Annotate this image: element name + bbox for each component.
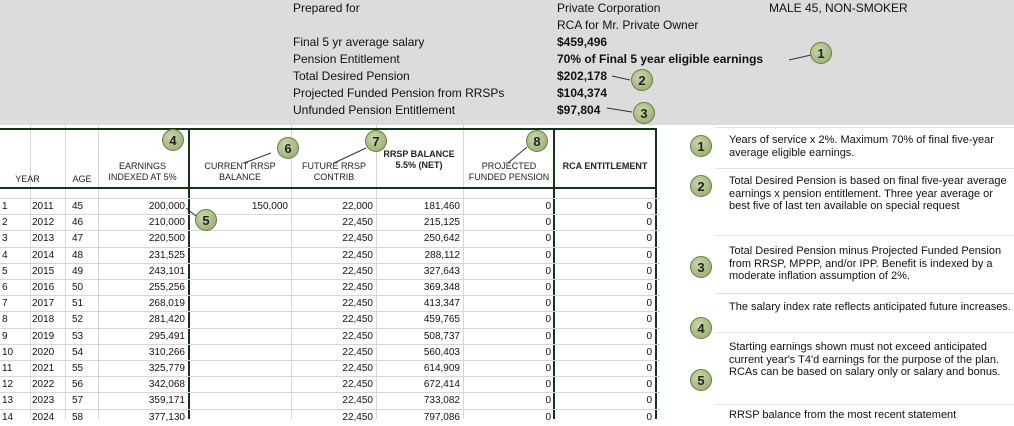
pension-entitlement-value: 70% of Final 5 year eligible earnings	[557, 52, 764, 66]
client-profile: MALE 45, NON-SMOKER	[769, 1, 908, 15]
cell-year[interactable]: 2023	[32, 395, 55, 407]
total-desired-pension-label: Total Desired Pension	[293, 69, 410, 83]
cell-balance[interactable]: 733,082	[423, 395, 460, 407]
cell-projected[interactable]: 0	[545, 217, 551, 229]
cell-future[interactable]: 22,450	[342, 217, 373, 229]
table-row[interactable]	[0, 409, 660, 426]
cell-age[interactable]: 55	[72, 363, 84, 374]
callout-leader-lines	[0, 0, 1014, 125]
prepared-for-label: Prepared for	[293, 1, 360, 15]
cell-age[interactable]: 53	[72, 330, 84, 342]
cell-n[interactable]: 3	[2, 233, 8, 245]
cell-n[interactable]: 9	[2, 330, 8, 342]
cell-projected[interactable]: 0	[545, 201, 551, 212]
pension-entitlement-label: Pension Entitlement	[293, 52, 400, 66]
table-row[interactable]	[0, 392, 660, 409]
note-text-3: Total Desired Pension minus Projected Funded Pension from RRSP, MPPP, and/or IPP. Benefit is indexed by a moderate inflation assumption of 2%.	[729, 245, 1002, 282]
table-row[interactable]	[0, 230, 660, 247]
callout-marker-6: 6	[277, 137, 299, 159]
cell-earnings[interactable]: 281,420	[148, 314, 185, 326]
cell-n[interactable]: 8	[2, 314, 8, 326]
rca-for-label: RCA for Mr. Private Owner	[557, 18, 699, 32]
note-divider	[715, 332, 1014, 333]
cell-balance[interactable]: 215,125	[423, 217, 460, 229]
cell-n[interactable]: 10	[2, 346, 14, 358]
table-row[interactable]	[0, 360, 660, 377]
pension-projection-table	[0, 125, 660, 423]
cell-age[interactable]: 50	[72, 282, 84, 293]
cell-age[interactable]: 46	[72, 217, 84, 229]
cell-year[interactable]: 2021	[32, 363, 55, 374]
table-row[interactable]	[0, 295, 660, 312]
cell-projected[interactable]: 0	[545, 330, 551, 342]
cell-n[interactable]: 14	[2, 411, 14, 423]
cell-rca[interactable]: 0	[646, 314, 652, 326]
cell-balance[interactable]: 413,347	[423, 298, 460, 310]
cell-age[interactable]: 47	[72, 233, 84, 245]
callout-marker-5: 5	[195, 209, 217, 231]
callout-marker-2: 2	[631, 69, 653, 91]
cell-age[interactable]: 57	[72, 395, 84, 407]
total-desired-pension-value: $202,178	[557, 69, 608, 83]
cell-rca[interactable]: 0	[646, 265, 652, 277]
cell-age[interactable]: 48	[72, 249, 84, 261]
cell-earnings[interactable]: 200,000	[148, 201, 185, 212]
company-name: Private Corporation	[557, 1, 661, 15]
cell-rca[interactable]: 0	[646, 363, 652, 374]
note-text-6: RRSP balance from the most recent statement	[729, 409, 957, 421]
cell-future[interactable]: 22,450	[342, 282, 373, 293]
cell-future[interactable]: 22,450	[342, 233, 373, 245]
cell-age[interactable]: 56	[72, 379, 84, 391]
cell-year[interactable]: 2020	[32, 346, 55, 358]
note-marker-4: 4	[690, 317, 712, 339]
cell-projected[interactable]: 0	[545, 379, 551, 391]
note-marker-5: 5	[690, 369, 712, 391]
cell-age[interactable]: 52	[72, 314, 84, 326]
cell-projected[interactable]: 0	[545, 282, 551, 293]
cell-n[interactable]: 5	[2, 265, 8, 277]
cell-balance[interactable]: 369,348	[423, 282, 460, 293]
cell-n[interactable]: 1	[2, 201, 8, 212]
cell-future[interactable]: 22,450	[342, 363, 373, 374]
cell-future[interactable]: 22,450	[342, 249, 373, 261]
cell-future[interactable]: 22,450	[342, 314, 373, 326]
cell-balance[interactable]: 614,909	[423, 363, 460, 374]
callout-marker-8: 8	[526, 130, 548, 152]
cell-earnings[interactable]: 377,130	[148, 411, 185, 423]
row-leader-line	[0, 125, 660, 225]
cell-future[interactable]: 22,450	[342, 265, 373, 277]
cell-balance[interactable]: 797,086	[423, 411, 460, 423]
callout-marker-1: 1	[810, 42, 832, 64]
cell-earnings[interactable]: 310,266	[148, 346, 185, 358]
cell-earnings[interactable]: 359,171	[148, 395, 185, 407]
note-text-4: The salary index rate reflects anticipated future increases.	[729, 301, 1011, 313]
cell-year[interactable]: 2017	[32, 298, 55, 310]
note-marker-2: 2	[690, 175, 712, 197]
column-header-projected-pension: PROJECTED FUNDED PENSION	[468, 161, 550, 182]
cell-balance[interactable]: 672,414	[423, 379, 460, 391]
note-text-5: Starting earnings shown must not exceed anticipated current year's T4'd earnings for the purpose of the plan. RCAs can be based on salary only or salary and bonus.	[729, 341, 1001, 378]
note-divider	[715, 293, 1014, 294]
cell-projected[interactable]: 0	[545, 314, 551, 326]
cell-balance[interactable]: 327,643	[423, 265, 460, 277]
cell-earnings[interactable]: 231,525	[148, 249, 185, 261]
cell-rca[interactable]: 0	[646, 217, 652, 229]
cell-earnings[interactable]: 255,256	[148, 282, 185, 293]
cell-future[interactable]: 22,450	[342, 330, 373, 342]
cell-age[interactable]: 51	[72, 298, 84, 310]
cell-rca[interactable]: 0	[646, 298, 652, 310]
cell-projected[interactable]: 0	[545, 395, 551, 407]
table-row[interactable]	[0, 311, 660, 328]
cell-n[interactable]: 7	[2, 298, 8, 310]
cell-future[interactable]: 22,450	[342, 298, 373, 310]
unfunded-pension-label: Unfunded Pension Entitlement	[293, 103, 456, 117]
cell-balance[interactable]: 250,642	[423, 233, 460, 245]
cell-future[interactable]: 22,450	[342, 395, 373, 407]
table-row[interactable]	[0, 376, 660, 393]
cell-rca[interactable]: 0	[646, 411, 652, 423]
cell-year[interactable]: 2015	[32, 265, 55, 277]
cell-projected[interactable]: 0	[545, 298, 551, 310]
callout-marker-4: 4	[162, 129, 184, 151]
cell-earnings[interactable]: 295,491	[148, 330, 185, 342]
cell-projected[interactable]: 0	[545, 411, 551, 423]
cell-age[interactable]: 45	[72, 201, 84, 212]
note-marker-3: 3	[690, 256, 712, 278]
cell-age[interactable]: 54	[72, 346, 84, 358]
cell-balance[interactable]: 560,403	[423, 346, 460, 358]
cell-rca[interactable]: 0	[646, 201, 652, 212]
callout-marker-3: 3	[633, 102, 655, 124]
cell-earnings[interactable]: 342,068	[148, 379, 185, 391]
cell-year[interactable]: 2011	[32, 201, 54, 212]
unfunded-pension-value: $97,804	[557, 103, 601, 117]
cell-n[interactable]: 12	[2, 379, 14, 391]
cell-age[interactable]: 58	[72, 411, 84, 423]
cell-n[interactable]: 6	[2, 282, 8, 293]
cell-balance[interactable]: 459,765	[423, 314, 460, 326]
column-header-future-rrsp: FUTURE RRSP CONTRIB	[301, 161, 366, 182]
cell-rca[interactable]: 0	[646, 330, 652, 342]
cell-rca[interactable]: 0	[646, 379, 652, 391]
cell-balance[interactable]: 508,737	[423, 330, 460, 342]
cell-future[interactable]: 22,000	[342, 201, 373, 212]
table-row[interactable]	[0, 328, 660, 345]
cell-year[interactable]: 2012	[32, 217, 55, 229]
cell-year[interactable]: 2014	[32, 249, 55, 261]
cell-rca[interactable]: 0	[646, 346, 652, 358]
cell-year[interactable]: 2013	[32, 233, 55, 245]
cell-rca[interactable]: 0	[646, 282, 652, 293]
cell-n[interactable]: 11	[2, 363, 13, 374]
column-header-year: YEAR	[15, 174, 40, 184]
cell-earnings[interactable]: 210,000	[148, 217, 185, 229]
column-header-age: AGE	[72, 174, 92, 184]
cell-future[interactable]: 22,450	[342, 411, 373, 423]
column-header-rrsp-balance: RRSP BALANCE 5.5% (NET)	[383, 149, 455, 170]
callout-marker-7: 7	[365, 130, 387, 152]
cell-year[interactable]: 2018	[32, 314, 55, 326]
cell-projected[interactable]: 0	[545, 233, 551, 245]
cell-current[interactable]: 150,000	[251, 201, 288, 212]
projected-funded-pension-label: Projected Funded Pension from RRSPs	[293, 86, 505, 100]
cell-projected[interactable]: 0	[545, 346, 551, 358]
cell-n[interactable]: 4	[2, 249, 8, 261]
cell-rca[interactable]: 0	[646, 395, 652, 407]
table-row[interactable]	[0, 247, 660, 264]
cell-rca[interactable]: 0	[646, 233, 652, 245]
note-divider	[715, 127, 1014, 128]
note-text-2: Total Desired Pension is based on final five-year average earnings x pension entitlement. Three year average or best five of last ten available on special request	[729, 175, 1007, 212]
table-row[interactable]	[0, 263, 660, 280]
cell-earnings[interactable]: 220,500	[148, 233, 185, 245]
cell-balance[interactable]: 288,112	[424, 249, 460, 261]
cell-n[interactable]: 13	[2, 395, 14, 407]
cell-earnings[interactable]: 243,101	[148, 265, 185, 277]
cell-age[interactable]: 49	[72, 265, 84, 277]
cell-future[interactable]: 22,450	[342, 379, 373, 391]
final-salary-label: Final 5 yr average salary	[293, 35, 425, 49]
cell-rca[interactable]: 0	[646, 249, 652, 261]
cell-balance[interactable]: 181,460	[423, 201, 460, 212]
summary-header	[0, 0, 1014, 125]
projected-funded-pension-value: $104,374	[557, 86, 608, 100]
column-header-current-rrsp: CURRENT RRSP BALANCE	[204, 161, 276, 182]
cell-projected[interactable]: 0	[545, 363, 551, 374]
cell-projected[interactable]: 0	[545, 249, 551, 261]
table-row[interactable]	[0, 279, 660, 296]
note-divider	[715, 235, 1014, 236]
cell-future[interactable]: 22,450	[342, 346, 373, 358]
cell-earnings[interactable]: 325,779	[148, 363, 185, 374]
note-marker-1: 1	[690, 135, 712, 157]
final-salary-value: $459,496	[557, 35, 608, 49]
cell-earnings[interactable]: 268,019	[148, 298, 185, 310]
cell-year[interactable]: 2022	[32, 379, 55, 391]
column-header-rca-entitlement: RCA ENTITLEMENT	[562, 161, 648, 171]
cell-n[interactable]: 2	[2, 217, 8, 229]
column-header-earnings: EARNINGS INDEXED AT 5%	[108, 161, 177, 182]
cell-year[interactable]: 2016	[32, 282, 55, 293]
note-divider	[715, 168, 1014, 169]
table-row[interactable]	[0, 344, 660, 361]
note-text-1: Years of service x 2%. Maximum 70% of final five-year average eligible earnings.	[729, 134, 994, 159]
cell-projected[interactable]: 0	[545, 265, 551, 277]
cell-year[interactable]: 2019	[32, 330, 55, 342]
cell-year[interactable]: 2024	[32, 411, 55, 423]
note-divider	[715, 404, 1014, 405]
